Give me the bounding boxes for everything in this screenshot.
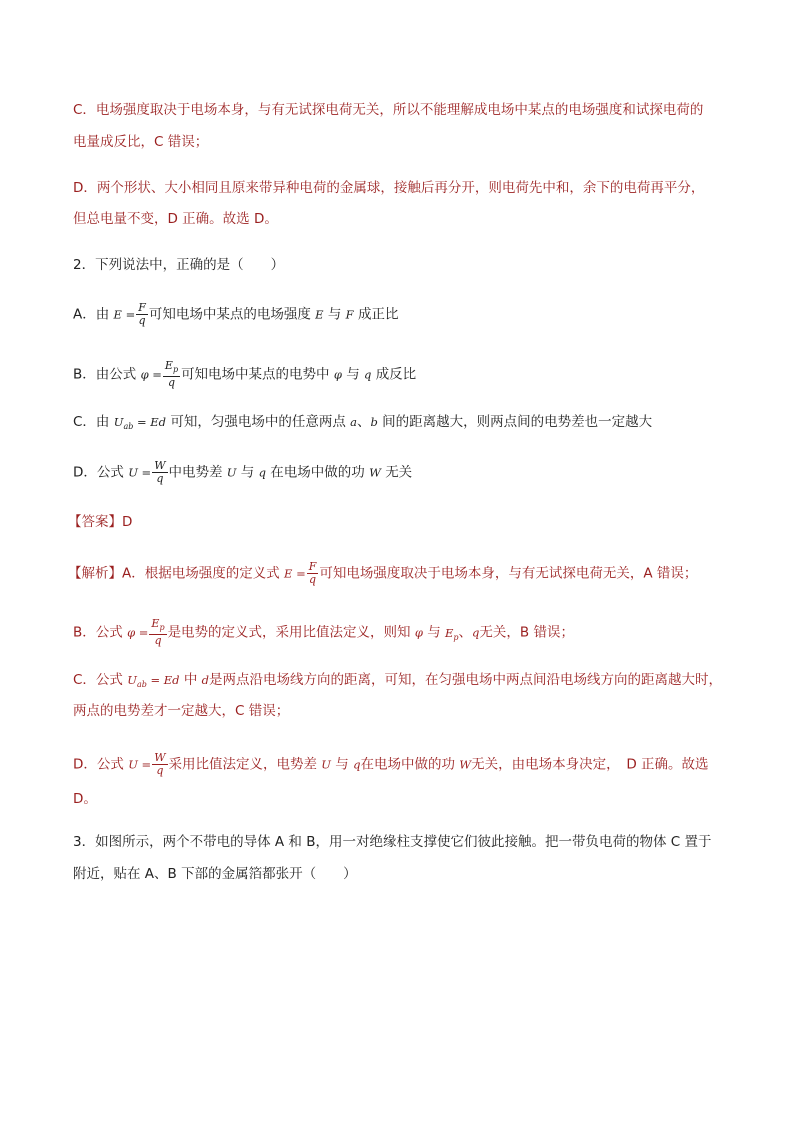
question-2-stem: 2．下列说法中，正确的是（ ） — [73, 257, 285, 273]
analysis-c-line2: 两点的电势差才一定越大，C 错误； — [73, 703, 290, 719]
q2-option-b: B．由公式 φ = $\frac{E_p}{q}$ 可知电场中某点的电势中 φ 与 q 成反比 — [73, 359, 417, 389]
analysis-tag: 【解析】 — [68, 565, 122, 582]
answer-tag: 【答案】 — [68, 514, 122, 530]
answer-value: D — [122, 514, 133, 530]
option-d-prev-line2: 但总电量不变，D 正确。故选 D。 — [73, 211, 278, 227]
q2-option-c: C．由 $U_{ab} = Ed$ 可知，匀强电场中的任意两点 a、b 间的距离越大，则两点间的电势差也一定越大 — [73, 414, 653, 431]
analysis-c-line1: C．公式 $U_{ab} = Ed$ 中 d是两点沿电场线方向的距离，可知，在匀强电场中两点间沿电场线方向的距离越大时， — [73, 672, 723, 689]
answer-line — [68, 512, 132, 532]
q2-option-a: A．由 E = $\frac{F}{q}$ 可知电场中某点的电场强度 E 与 F 成正比 — [73, 301, 399, 327]
question-3-line2: 附近，贴在 A、B 下部的金属箔都张开（ ） — [73, 866, 357, 882]
option-c-prev-line1: C．电场强度取决于电场本身，与有无试探电荷无关，所以不能理解成电场中某点的电场强度和试探电荷的 — [73, 102, 704, 118]
q2-option-d: D．公式 U = $\frac{W}{q}$ 中电势差 U 与 q 在电场中做的功 W 无关 — [73, 459, 413, 485]
analysis-d-line2: D。 — [73, 791, 97, 807]
question-3-line1: 3．如图所示，两个不带电的导体 A 和 B，用一对绝缘柱支撑使它们彼此接触。把一带负电荷的物体 C 置于 — [73, 834, 712, 850]
option-d-prev-line1: D．两个形状、大小相同且原来带异种电荷的金属球，接触后再分开，则电荷先中和，余下的电荷再平分， — [73, 180, 705, 196]
analysis-a: 【解析】A．根据电场强度的定义式 E = $\frac{F}{q}$ 可知电场强度取决于电场本身，与有无试探电荷无关，A 错误； — [68, 560, 698, 586]
analysis-b: B．公式 φ = $\frac{E_p}{q}$ 是电势的定义式，采用比值法定义，则知 φ 与 $E_p$、q无关，B 错误； — [73, 617, 574, 647]
analysis-d-line1: D．公式 U = $\frac{W}{q}$ 采用比值法定义，电势差 U 与 q在电场中做的功 W无关，由电场本身决定， D 正确。故选 — [73, 751, 709, 777]
option-c-prev-line2: 电量成反比，C 错误； — [73, 134, 209, 150]
